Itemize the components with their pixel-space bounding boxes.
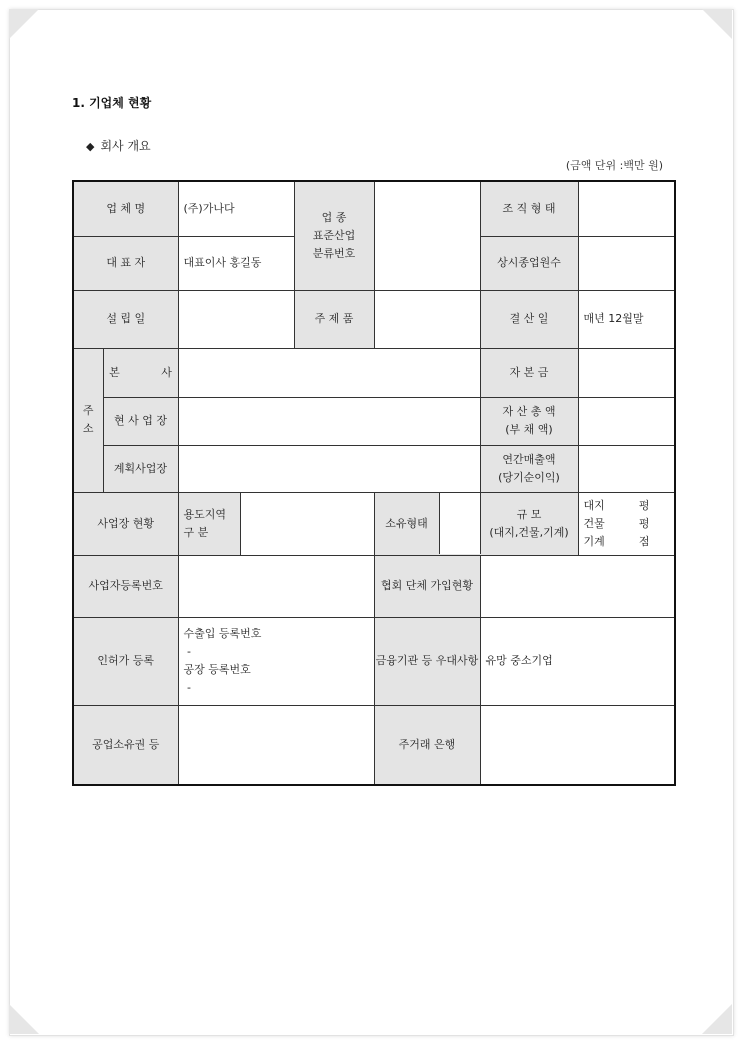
company-overview-table xyxy=(72,180,676,786)
capital-label: 자 본 금 xyxy=(480,348,578,397)
ip-value[interactable] xyxy=(178,705,374,785)
page-corner-fold xyxy=(702,1004,732,1034)
main-bank-value[interactable] xyxy=(480,705,675,785)
scale-label xyxy=(480,493,578,554)
scale-item-name: 건물 xyxy=(583,516,605,530)
association-value[interactable] xyxy=(480,555,675,617)
annual-sales-value[interactable] xyxy=(578,445,675,492)
ip-label: 공업소유권 등 xyxy=(73,705,178,785)
address-label xyxy=(73,348,103,492)
scale-label-line: 규 모 xyxy=(516,507,542,521)
ceo-value[interactable]: 대표이사 홍길동 xyxy=(178,236,294,290)
permits-value[interactable] xyxy=(178,617,374,705)
established-value[interactable] xyxy=(178,290,294,348)
page-corner-fold xyxy=(9,9,39,39)
biz-reg-value[interactable] xyxy=(178,555,374,617)
diamond-bullet-icon: ◆ xyxy=(86,140,95,153)
zoning-label xyxy=(178,492,240,555)
page-corner-fold xyxy=(9,1004,39,1034)
main-bank-label: 주거래 은행 xyxy=(374,705,480,785)
industry-label-line: 표준산업 xyxy=(312,228,356,242)
scale-row-building xyxy=(584,515,650,533)
permits-line: 수출입 등록번호 xyxy=(183,627,262,640)
scale-row-machine xyxy=(584,533,650,551)
association-label-cell xyxy=(374,555,480,617)
permits-line: - xyxy=(183,681,191,694)
total-assets-label-line: 자 산 총 액 xyxy=(502,405,556,418)
ownership-label: 소유형태 xyxy=(375,493,440,554)
financial-pref-value[interactable]: 유망 중소기업 xyxy=(480,617,675,705)
scale-item-name: 기계 xyxy=(583,534,605,548)
financial-pref-label: 금융기관 등 우대사항 xyxy=(374,617,480,705)
subsection-heading xyxy=(86,137,151,154)
page-corner-fold xyxy=(702,9,732,39)
settlement-value[interactable]: 매년 12월말 xyxy=(578,290,675,348)
employees-label: 상시종업원수 xyxy=(480,236,578,290)
address-label-char: 소 xyxy=(82,422,94,435)
permits-line: 공장 등록번호 xyxy=(183,663,251,676)
planned-site-value[interactable] xyxy=(178,445,480,492)
org-type-label: 조 직 형 태 xyxy=(480,181,578,236)
scale-item-unit: 평 xyxy=(638,498,650,512)
section-heading: 1. 기업체 현황 xyxy=(72,96,152,110)
annual-sales-label-line: (당기순이익) xyxy=(498,470,560,484)
zoning-label-line: 용도지역 xyxy=(183,507,227,521)
scale-label-line: (대지,건물,기계) xyxy=(489,525,569,539)
scale-values xyxy=(578,492,675,555)
scale-item-unit: 평 xyxy=(638,516,650,530)
zoning-label-line: 구 분 xyxy=(183,525,209,539)
planned-site-label: 계획사업장 xyxy=(103,445,178,492)
permits-label: 인허가 등록 xyxy=(73,617,178,705)
total-assets-label-line: (부 채 액) xyxy=(505,423,553,436)
settlement-label: 결 산 일 xyxy=(480,290,578,348)
capital-value[interactable] xyxy=(578,348,675,397)
current-site-label: 현 사 업 장 xyxy=(103,397,178,445)
association-label: 협회 단체 가입현황 xyxy=(380,579,473,592)
biz-reg-label: 사업자등록번호 xyxy=(73,555,178,617)
industry-value[interactable] xyxy=(374,181,480,290)
main-product-value[interactable] xyxy=(374,290,480,348)
ceo-label: 대 표 자 xyxy=(73,236,178,290)
total-assets-label xyxy=(480,397,578,445)
established-label: 설 립 일 xyxy=(73,290,178,348)
annual-sales-label xyxy=(480,445,578,492)
current-site-value[interactable] xyxy=(178,397,480,445)
unit-note: (금액 단위 :백만 원) xyxy=(565,159,663,172)
company-name-label: 업 체 명 xyxy=(73,181,178,236)
main-product-label: 주 제 품 xyxy=(294,290,374,348)
industry-label-line: 분류번호 xyxy=(312,246,356,260)
company-name-value[interactable]: (주)가나다 xyxy=(178,181,294,236)
industry-label-line: 업 종 xyxy=(321,210,347,224)
head-office-label: 본 사 xyxy=(103,348,178,397)
total-assets-value[interactable] xyxy=(578,397,675,445)
scale-item-name: 대지 xyxy=(583,498,605,512)
head-office-value[interactable] xyxy=(178,348,480,397)
employees-value[interactable] xyxy=(578,236,675,290)
annual-sales-label-line: 연간매출액 xyxy=(502,452,556,466)
permits-line: - xyxy=(183,645,191,658)
org-type-value[interactable] xyxy=(578,181,675,236)
zoning-value[interactable] xyxy=(240,492,374,555)
subsection-title: 회사 개요 xyxy=(100,139,151,153)
industry-label xyxy=(294,181,374,290)
ownership-block xyxy=(374,492,578,555)
ownership-value[interactable] xyxy=(440,493,480,554)
address-label-char: 주 xyxy=(82,404,94,417)
scale-item-unit: 점 xyxy=(638,534,650,548)
site-status-label: 사업장 현황 xyxy=(73,492,178,555)
scale-row-land xyxy=(584,497,650,515)
